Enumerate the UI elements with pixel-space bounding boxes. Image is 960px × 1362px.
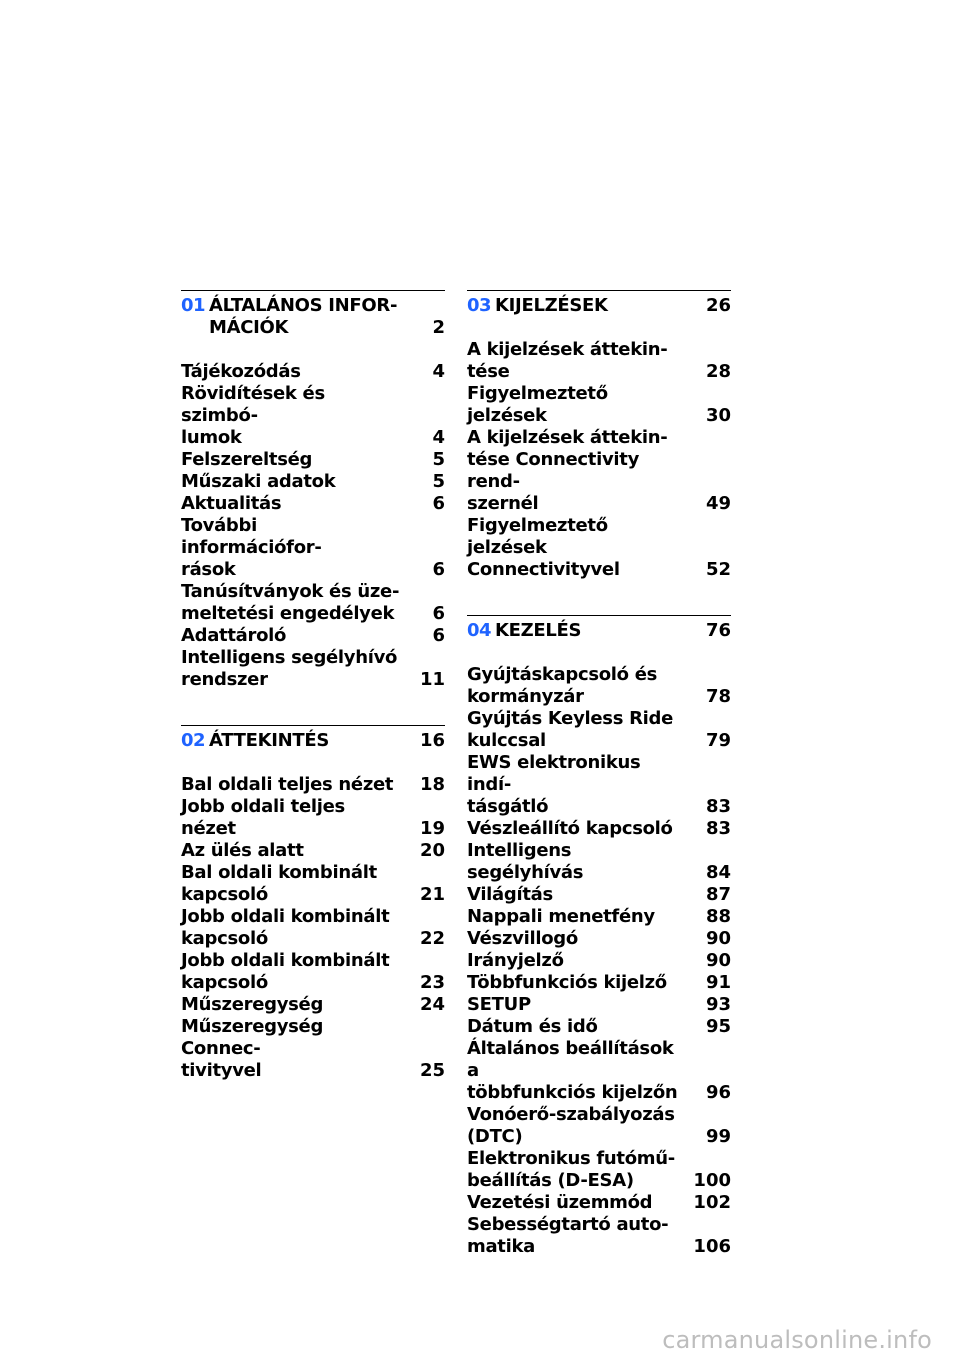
toc-entry-title: Gyújtáskapcsoló és kormányzár xyxy=(467,664,658,707)
section-title: KIJELZÉSEK xyxy=(495,295,608,316)
section-page-number: 26 xyxy=(705,295,731,316)
toc-section xyxy=(181,290,445,691)
toc-entry-title: Jobb oldali kombinált kapcsoló xyxy=(181,950,390,993)
toc-entry-title: Dátum és idő xyxy=(467,1016,598,1037)
toc-entry[interactable] xyxy=(181,906,445,950)
toc-entry[interactable] xyxy=(467,1016,731,1038)
section-title: KEZELÉS xyxy=(495,620,582,641)
watermark: carmanualsonline.info xyxy=(662,1326,932,1354)
toc-entry[interactable] xyxy=(467,383,731,427)
section-page-number: 2 xyxy=(432,317,445,338)
toc-entry-title: Bal oldali kombinált kapcsoló xyxy=(181,862,377,905)
toc-entry-page-number: 95 xyxy=(705,1016,731,1037)
toc-entry[interactable] xyxy=(467,339,731,383)
toc-entry-title: Irányjelző xyxy=(467,950,564,971)
toc-entry[interactable] xyxy=(181,493,445,515)
toc-entry-page-number: 83 xyxy=(705,818,731,839)
toc-entry[interactable] xyxy=(181,1016,445,1082)
toc-entry[interactable] xyxy=(181,862,445,906)
toc-entry[interactable] xyxy=(181,471,445,493)
toc-entry[interactable] xyxy=(467,1148,731,1192)
toc-section xyxy=(467,290,731,581)
section-heading[interactable] xyxy=(467,616,731,642)
toc-entry[interactable] xyxy=(181,361,445,383)
toc-entry-page-number: 78 xyxy=(705,686,731,707)
toc-entry-page-number: 106 xyxy=(693,1236,731,1257)
toc-entry-title: Bal oldali teljes nézet xyxy=(181,774,394,795)
toc-entry[interactable] xyxy=(467,840,731,884)
toc-entry[interactable] xyxy=(181,774,445,796)
toc-entry[interactable] xyxy=(467,994,731,1016)
toc-entry-page-number: 28 xyxy=(705,361,731,382)
toc-entry-title: Általános beállítások a többfunkciós kijelzőn xyxy=(467,1038,678,1103)
toc-entry-title: Tanúsítványok és üze- meltetési engedélyek xyxy=(181,581,400,624)
toc-entry-page-number: 21 xyxy=(419,884,445,905)
toc-entry-title: Az ülés alatt xyxy=(181,840,304,861)
toc-entry-title: Világítás xyxy=(467,884,553,905)
toc-entry-title: Aktualitás xyxy=(181,493,282,514)
toc-entry-title: Jobb oldali kombinált kapcsoló xyxy=(181,906,390,949)
toc-entry-page-number: 25 xyxy=(419,1060,445,1081)
toc-entry-page-number: 5 xyxy=(432,449,445,470)
toc-entry-title: Elektronikus futómű- beállítás (D-ESA) xyxy=(467,1148,675,1191)
toc-entry-page-number: 4 xyxy=(432,427,445,448)
toc-entry-title: Vonóerő-szabályozás (DTC) xyxy=(467,1104,675,1147)
toc-entry-title: Intelligens segélyhívás xyxy=(467,840,584,883)
toc-entry[interactable] xyxy=(467,950,731,972)
toc-entry[interactable] xyxy=(181,581,445,625)
toc-entry[interactable] xyxy=(467,1214,731,1258)
toc-entry-page-number: 83 xyxy=(705,796,731,817)
toc-entry-page-number: 79 xyxy=(705,730,731,751)
section-heading[interactable] xyxy=(181,291,445,339)
toc-entry[interactable] xyxy=(181,383,445,449)
toc-entry-title: További információfor- rások xyxy=(181,515,322,580)
section-heading[interactable] xyxy=(467,291,731,317)
section-title: ÁLTALÁNOS INFOR- MÁCIÓK xyxy=(209,295,398,338)
toc-entry-title: Műszeregység xyxy=(181,994,324,1015)
toc-entry-title: Intelligens segélyhívó rendszer xyxy=(181,647,398,690)
toc-entry-title: A kijelzések áttekin- tése Connectivity rend- szernél xyxy=(467,427,668,514)
toc-entry[interactable] xyxy=(181,950,445,994)
toc-entry[interactable] xyxy=(181,647,445,691)
toc-entry[interactable] xyxy=(467,1038,731,1104)
toc-entry[interactable] xyxy=(181,625,445,647)
toc-entry-page-number: 90 xyxy=(705,950,731,971)
toc-entry-page-number: 19 xyxy=(419,818,445,839)
section-title: ÁTTEKINTÉS xyxy=(209,730,330,751)
toc-entry[interactable] xyxy=(181,515,445,581)
toc-entry-title: A kijelzések áttekin- tése xyxy=(467,339,668,382)
section-page-number: 16 xyxy=(419,730,445,751)
toc-entry-page-number: 52 xyxy=(705,559,731,580)
toc-entry[interactable] xyxy=(467,752,731,818)
toc-entry-page-number: 6 xyxy=(432,625,445,646)
toc-section xyxy=(467,615,731,1258)
toc-entry-page-number: 90 xyxy=(705,928,731,949)
toc-entry-page-number: 102 xyxy=(693,1192,731,1213)
toc-entry-page-number: 30 xyxy=(705,405,731,426)
toc-entry-title: Tájékozódás xyxy=(181,361,301,382)
toc-entry-page-number: 20 xyxy=(419,840,445,861)
toc-entry[interactable] xyxy=(181,840,445,862)
toc-entry[interactable] xyxy=(467,427,731,515)
toc-entry-page-number: 100 xyxy=(693,1170,731,1191)
toc-entry-page-number: 87 xyxy=(705,884,731,905)
toc-entry-title: SETUP xyxy=(467,994,531,1015)
toc-column-left xyxy=(181,290,445,1116)
toc-entry-title: Adattároló xyxy=(181,625,287,646)
toc-entry[interactable] xyxy=(467,928,731,950)
toc-section xyxy=(181,725,445,1082)
toc-entry-title: EWS elektronikus indí- tásgátló xyxy=(467,752,641,817)
toc-entry[interactable] xyxy=(467,708,731,752)
toc-entry-title: Figyelmeztető jelzések Connectivityvel xyxy=(467,515,620,580)
toc-entry-page-number: 22 xyxy=(419,928,445,949)
section-number: 03 xyxy=(467,295,492,316)
toc-entry-page-number: 5 xyxy=(432,471,445,492)
toc-entry-title: Többfunkciós kijelző xyxy=(467,972,667,993)
toc-entry-page-number: 91 xyxy=(705,972,731,993)
toc-entry-page-number: 24 xyxy=(419,994,445,1015)
toc-entry[interactable] xyxy=(467,884,731,906)
toc-column-right xyxy=(467,290,731,1292)
toc-entry-page-number: 11 xyxy=(419,669,445,690)
toc-entry-page-number: 23 xyxy=(419,972,445,993)
toc-entry-page-number: 49 xyxy=(705,493,731,514)
toc-entry-title: Jobb oldali teljes nézet xyxy=(181,796,345,839)
section-page-number: 76 xyxy=(705,620,731,641)
toc-entry-title: Rövidítések és szimbó- lumok xyxy=(181,383,325,448)
toc-entry-page-number: 93 xyxy=(705,994,731,1015)
toc-entry-title: Műszaki adatok xyxy=(181,471,336,492)
section-number: 02 xyxy=(181,730,206,751)
toc-entry-page-number: 88 xyxy=(705,906,731,927)
toc-entry-title: Vezetési üzemmód xyxy=(467,1192,653,1213)
toc-entry-title: Felszereltség xyxy=(181,449,313,470)
toc-entry[interactable] xyxy=(467,818,731,840)
toc-entry[interactable] xyxy=(181,796,445,840)
toc-entry[interactable] xyxy=(467,906,731,928)
toc-entry-page-number: 18 xyxy=(419,774,445,795)
toc-entry-title: Sebességtartó auto- matika xyxy=(467,1214,669,1257)
toc-entry-page-number: 99 xyxy=(705,1126,731,1147)
toc-entry[interactable] xyxy=(467,972,731,994)
toc-entry[interactable] xyxy=(467,664,731,708)
toc-entry-title: Műszeregység Connec- tivityvel xyxy=(181,1016,324,1081)
section-heading[interactable] xyxy=(181,726,445,752)
toc-entry-title: Vészleállító kapcsoló xyxy=(467,818,673,839)
toc-entry[interactable] xyxy=(181,449,445,471)
toc-entry-page-number: 4 xyxy=(432,361,445,382)
toc-entry-page-number: 96 xyxy=(705,1082,731,1103)
section-number: 04 xyxy=(467,620,492,641)
toc-entry[interactable] xyxy=(467,1104,731,1148)
toc-entry-page-number: 6 xyxy=(432,559,445,580)
toc-entry[interactable] xyxy=(181,994,445,1016)
toc-entry[interactable] xyxy=(467,515,731,581)
toc-entry-page-number: 84 xyxy=(705,862,731,883)
toc-entry-page-number: 6 xyxy=(432,603,445,624)
toc-entry-title: Gyújtás Keyless Ride kulccsal xyxy=(467,708,673,751)
toc-entry-title: Vészvillogó xyxy=(467,928,578,949)
toc-entry-title: Figyelmeztető jelzések xyxy=(467,383,608,426)
toc-entry[interactable] xyxy=(467,1192,731,1214)
section-number: 01 xyxy=(181,295,206,316)
toc-entry-page-number: 6 xyxy=(432,493,445,514)
toc-entry-title: Nappali menetfény xyxy=(467,906,655,927)
